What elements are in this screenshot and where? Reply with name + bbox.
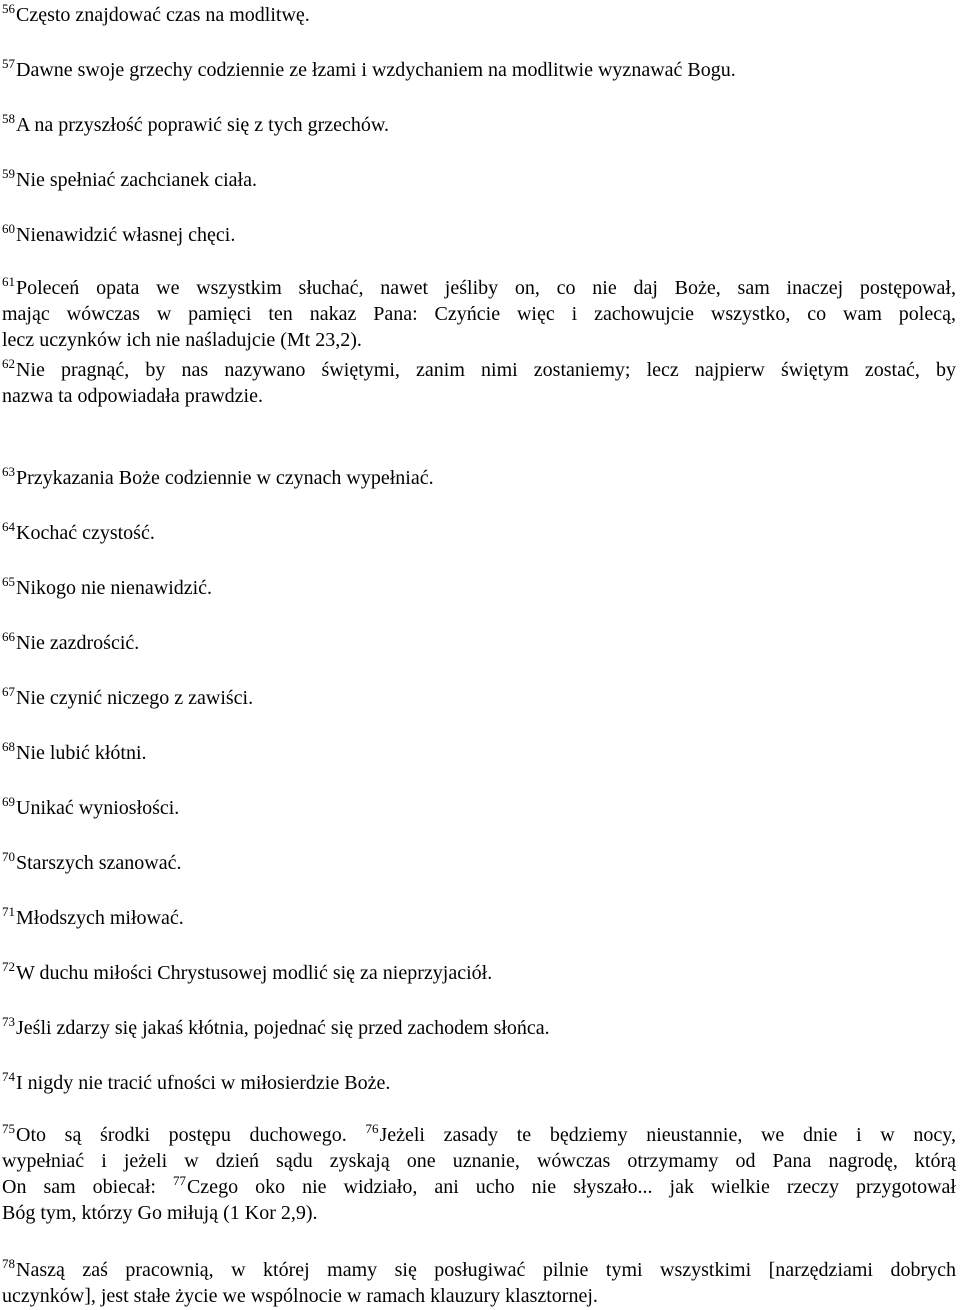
verse-57 [2,57,956,83]
verse-number: 64 [2,519,15,534]
verse-line [2,167,956,193]
verse-70 [2,850,956,876]
verse-number: 67 [2,684,15,699]
verse-text: Czego oko nie widziało, ani ucho nie słyszało... jak wielkie rzeczy przygotował [186,1176,956,1198]
verse-number: 65 [2,574,15,589]
verse-62 [2,357,956,409]
verse-number: 56 [2,1,15,16]
verse-line [2,1070,956,1096]
verse-number: 60 [2,221,15,236]
verse-line [2,275,956,301]
verse-number: 70 [2,849,15,864]
verse-number: 78 [2,1256,15,1271]
verse-number: 73 [2,1014,15,1029]
verse-number: 69 [2,794,15,809]
verse-number: 66 [2,629,15,644]
verse-text: A na przyszłość poprawić się z tych grzechów. [16,114,390,136]
verse-text: Oto są środki postępu duchowego. [16,1124,366,1146]
verse-text: W duchu miłości Chrystusowej modlić się za nieprzyjaciół. [16,962,493,984]
verse-number: 68 [2,739,15,754]
verse-number: 74 [2,1069,15,1084]
verse-68 [2,740,956,766]
verse-text: Nie zazdrościć. [16,632,140,654]
verse-number: 59 [2,166,15,181]
verse-number: 76 [365,1121,379,1136]
verse-text: Nie pragnąć, by nas nazywano świętymi, zanim nimi zostaniemy; lecz najpierw świętym zostać, by [16,359,956,381]
verse-text: wypełniać i jeżeli w dzień sądu zyskają one uznanie, wówczas otrzymamy od Pana nagrodę, którą [2,1150,956,1172]
verse-line [2,520,956,546]
verse-text: Naszą zaś pracownią, w której mamy się posługiwać pilnie tymi wszystkimi [narzędziami dobrych [16,1259,956,1281]
verse-74 [2,1070,956,1096]
verse-text: Unikać wyniosłości. [16,797,180,819]
verse-text: mając wówczas w pamięci ten nakaz Pana: Czyńcie więc i zachowujcie wszystko, co wam polecą, [2,303,956,325]
verse-number: 61 [2,274,15,289]
verse-number: 72 [2,959,15,974]
verse-text: On sam obiecał: [2,1176,173,1198]
verse-text: Nie lubić kłótni. [16,742,147,764]
verse-number: 57 [2,56,15,71]
verse-text: Poleceń opata we wszystkim słuchać, nawet jeśliby on, co nie daj Boże, sam inaczej postępował, [16,277,956,299]
verse-number: 63 [2,464,15,479]
verse-72 [2,960,956,986]
verse-63 [2,465,956,491]
verse-text: Bóg tym, którzy Go miłują (1 Kor 2,9). [2,1202,318,1224]
verse-number: 62 [2,356,15,371]
verse-line [2,850,956,876]
verse-line [2,630,956,656]
verse-number: 77 [172,1173,186,1188]
verse-56 [2,2,956,28]
verse-line [2,685,956,711]
verse-text: Nikogo nie nienawidzić. [16,577,213,599]
verse-text: nazwa ta odpowiadała prawdzie. [2,385,263,407]
verse-text: uczynków], jest stałe życie we wspólnocie w ramach klauzury klasztornej. [2,1285,598,1307]
verse-59 [2,167,956,193]
verse-text: Często znajdować czas na modlitwę. [16,4,310,26]
verse-75 [2,1122,956,1226]
verse-line [2,222,956,248]
verse-line [2,1015,956,1041]
verse-text: lecz uczynków ich nie naśladujcie (Mt 23,2). [2,329,362,351]
verse-line [2,1257,956,1283]
verse-line [2,327,956,353]
verse-text: Starszych szanować. [16,852,182,874]
verse-78 [2,1257,956,1309]
verse-line [2,1283,956,1309]
verse-number: 58 [2,111,15,126]
verse-line [2,112,956,138]
verse-text: Młodszych miłować. [16,907,184,929]
verse-73 [2,1015,956,1041]
verse-text: Nie spełniać zachcianek ciała. [16,169,257,191]
verse-line [2,1122,956,1148]
verse-66 [2,630,956,656]
verse-text: Jeżeli zasady te będziemy nieustannie, we dnie i w nocy, [379,1124,956,1146]
verse-text: Nie czynić niczego z zawiści. [16,687,254,709]
verse-58 [2,112,956,138]
verse-line [2,1148,956,1174]
verse-line [2,575,956,601]
verse-64 [2,520,956,546]
verse-text: Dawne swoje grzechy codziennie ze łzami i wzdychaniem na modlitwie wyznawać Bogu. [16,59,736,81]
verse-text: Przykazania Boże codziennie w czynach wypełniać. [16,467,434,489]
verse-line [2,383,956,409]
verse-number: 71 [2,904,15,919]
verse-text: Nienawidzić własnej chęci. [16,224,236,246]
verse-text: Kochać czystość. [16,522,155,544]
verse-text: I nigdy nie tracić ufności w miłosierdzie Boże. [16,1072,391,1094]
verse-text: Jeśli zdarzy się jakaś kłótnia, pojednać się przed zachodem słońca. [16,1017,550,1039]
verse-65 [2,575,956,601]
verse-line [2,1200,956,1226]
verse-67 [2,685,956,711]
verse-line [2,465,956,491]
verse-line [2,960,956,986]
verse-69 [2,795,956,821]
verse-line [2,905,956,931]
verse-line [2,57,956,83]
verse-61 [2,275,956,353]
verse-71 [2,905,956,931]
verse-line [2,357,956,383]
verse-line [2,740,956,766]
verse-number: 75 [2,1121,15,1136]
verse-line [2,795,956,821]
verse-60 [2,222,956,248]
verse-line [2,301,956,327]
verse-line [2,2,956,28]
verse-line [2,1174,956,1200]
